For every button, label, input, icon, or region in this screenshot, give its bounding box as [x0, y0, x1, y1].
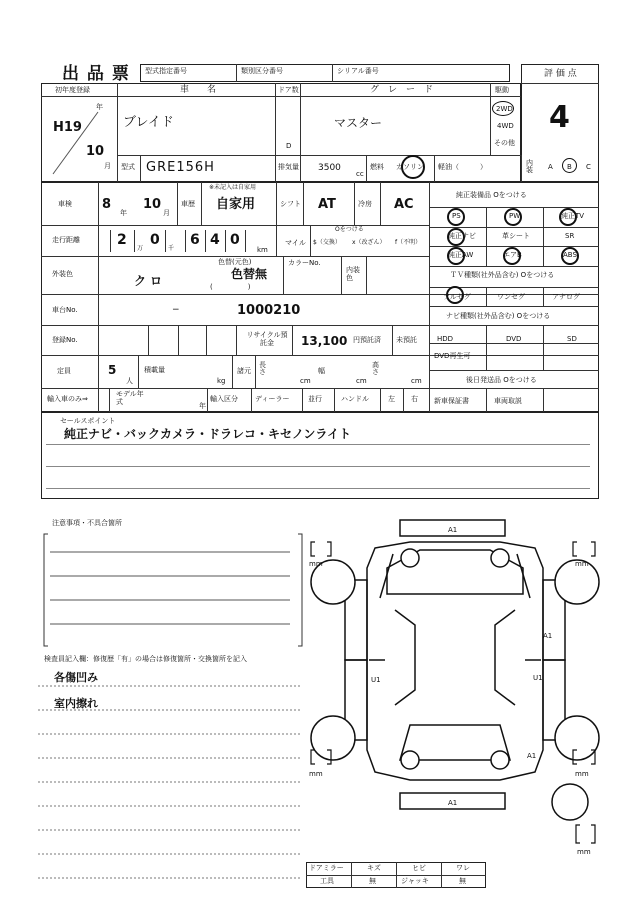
- equip-tv-circle: [559, 208, 577, 226]
- shift-label: シフト: [280, 200, 301, 208]
- tv-oneseg: ワンセグ: [497, 293, 525, 301]
- history-value: 自家用: [216, 197, 256, 212]
- capacity-value: 5: [108, 363, 117, 377]
- doors-value: D: [286, 142, 292, 150]
- inspection-year-unit: 年: [120, 209, 127, 217]
- chassis-dash: −: [172, 305, 180, 315]
- inspector-label: 検査員記入欄：修復歴「有」の場合は修復箇所・交換箇所を記入: [44, 655, 247, 663]
- car-diagram: [305, 510, 605, 855]
- capacity-unit: 人: [126, 377, 133, 385]
- grade-value: マスター: [334, 116, 383, 130]
- tv-title: ＴＶ種類(社外品含む) Oをつける: [450, 271, 555, 279]
- equip-sr: SR: [565, 232, 575, 240]
- color-change-label: 色替(元色): [218, 258, 252, 266]
- equipment-title: 純正装備品 Oをつける: [456, 191, 527, 199]
- ac-value: AC: [394, 197, 414, 212]
- score-value: 4: [549, 100, 570, 135]
- legend-h3: ヒビ: [412, 864, 426, 872]
- mileage-sen: 千: [168, 245, 175, 252]
- reg-label: 登録No.: [52, 336, 78, 344]
- import-parallel: 並行: [308, 395, 322, 403]
- legend-h1: ドアミラー: [309, 864, 344, 872]
- inspection-label: 車検: [58, 200, 72, 208]
- month-unit: 月: [104, 162, 111, 170]
- tv-fullseg-circle: [446, 286, 464, 304]
- diesel-label: 軽油（ ）: [438, 163, 487, 171]
- inspector-line-1: 各傷凹み: [54, 671, 98, 684]
- mileage-label: 走行距離: [52, 236, 80, 244]
- legend-v4: 無: [459, 877, 466, 885]
- fuel-value: ガソリン: [396, 163, 424, 171]
- equip-ps-circle: [447, 208, 465, 226]
- nav-title: ナビ種類(社外品含む) Oをつける: [446, 312, 551, 320]
- name-label: 車 名: [180, 85, 217, 95]
- nav-sd: SD: [567, 335, 577, 343]
- equip-navi: 純正ナビ: [448, 232, 476, 240]
- mark-right-u1: U1: [533, 674, 543, 682]
- mileage-unit: km: [257, 246, 268, 254]
- notes-label: 注意事項・不具合箇所: [52, 519, 122, 527]
- chassis-value: 1000210: [237, 303, 301, 318]
- import-model-year: モデル年式: [116, 390, 144, 406]
- mileage-opt-unknown: f（不明）: [395, 239, 422, 246]
- notes-brackets: [42, 530, 304, 650]
- model-label: 型式: [121, 163, 135, 171]
- year-era: H19: [53, 120, 82, 135]
- handle-label: ハンドル: [341, 395, 369, 403]
- recycle-value: 13,100: [301, 334, 348, 348]
- sales-text: 純正ナビ・バックカメラ・ドラレコ・キセノンライト: [64, 427, 352, 441]
- equip-aw: 純正AW: [448, 251, 474, 259]
- mm-label-rl: mm: [309, 770, 323, 778]
- mileage-digit-4: 4: [210, 232, 220, 248]
- inspection-month-unit: 月: [163, 209, 170, 217]
- interior-circle: [562, 158, 577, 173]
- mileage-circle-note: Oをつける: [335, 226, 364, 233]
- mileage-opt-tamper: x（改ざん）: [352, 239, 386, 246]
- interior-color-label: 内装色: [346, 266, 360, 283]
- drive-label: 駆動: [495, 86, 509, 94]
- car-name: ブレイド: [123, 115, 174, 130]
- dims-length-cm: cm: [300, 377, 311, 385]
- mileage-mile: マイル: [285, 239, 306, 247]
- equip-pw-circle: [504, 208, 522, 226]
- inspector-lines: [38, 680, 300, 890]
- mark-rear: A1: [448, 799, 458, 807]
- legend-h4: ワレ: [456, 864, 470, 872]
- equip-pw: PW: [509, 212, 521, 220]
- dims-width: 幅: [318, 367, 325, 375]
- serial-label: シリアル番号: [337, 67, 379, 75]
- mm-label-fl: mm: [309, 560, 323, 568]
- dims-length: 長さ: [259, 361, 266, 376]
- chassis-label: 車台No.: [52, 306, 78, 314]
- color-label: 外装色: [52, 270, 73, 278]
- interior-b: B: [567, 163, 572, 171]
- capacity-label: 定員: [57, 367, 71, 375]
- mileage-digit-5: 0: [230, 232, 240, 248]
- cert-row: [140, 64, 510, 82]
- year-unit: 年: [96, 103, 103, 111]
- import-label: 輸入車のみ⇒: [47, 395, 88, 403]
- drive-other: その他: [494, 139, 515, 147]
- mm-label-spare: mm: [577, 848, 591, 855]
- history-note: ※未記入は自家用: [209, 184, 257, 191]
- legend-v2: 無: [369, 877, 376, 885]
- model-value: GRE156H: [146, 160, 215, 175]
- dims-label: 諸元: [237, 367, 251, 375]
- legend-h2: キズ: [367, 864, 381, 872]
- mark-left-u1: U1: [371, 676, 381, 684]
- mark-right-front: A1: [543, 632, 553, 640]
- import-class-label: 輸入区分: [210, 395, 238, 403]
- drive-4wd: 4WD: [497, 122, 514, 130]
- nav-dvd: DVD: [506, 335, 522, 343]
- after-title: 後日発送品 Oをつける: [466, 376, 537, 384]
- disp-label: 排気量: [278, 163, 299, 171]
- equip-airbag-circle: [503, 247, 521, 265]
- mark-front: A1: [448, 526, 458, 534]
- drive-2wd: 2WD: [496, 105, 513, 113]
- equip-tv: 純正TV: [561, 212, 585, 220]
- mileage-digit-3: 6: [190, 232, 200, 248]
- fuel-label: 燃料: [370, 163, 384, 171]
- equip-abs: ABS: [563, 251, 577, 259]
- load-label: 積載量: [144, 366, 165, 374]
- shift-value: AT: [318, 197, 336, 212]
- import-dealer: ディーラー: [255, 395, 290, 403]
- inspection-year: 8: [102, 197, 112, 212]
- month-value: 10: [86, 144, 105, 159]
- legend-v1: 工具: [320, 877, 334, 885]
- mark-right-rear: A1: [527, 752, 537, 760]
- tv-analog: アナログ: [552, 293, 580, 301]
- fuel-circle: [401, 155, 425, 179]
- disp-unit: cc: [356, 170, 364, 178]
- score-label: 評 価 点: [544, 69, 577, 79]
- class-label: 類別区分番号: [241, 67, 283, 75]
- after-warranty: 新車保証書: [434, 397, 469, 405]
- nav-dvd-play: DVD再生可: [434, 352, 471, 360]
- year-slash: [48, 100, 110, 180]
- equip-aw-circle: [447, 247, 465, 265]
- dims-width-cm: cm: [356, 377, 367, 385]
- disp-value: 3500: [318, 163, 341, 173]
- form-title: 出 品 票: [62, 64, 130, 84]
- mileage-man: 万: [137, 245, 144, 252]
- recycle-undeposited: 未預託: [396, 336, 417, 344]
- grade-label: グ レ ー ド: [370, 85, 434, 95]
- equip-leather: 革シート: [502, 232, 530, 240]
- doors-label: ドア数: [278, 86, 299, 94]
- after-manual: 車両取説: [494, 397, 522, 405]
- inspector-line-2: 室内擦れ: [54, 697, 98, 710]
- mileage-opt-exchange: $（交換）: [313, 239, 341, 246]
- handle-left: 左: [388, 395, 395, 403]
- color-value: クロ: [134, 274, 167, 288]
- color-change-value: 色替無: [231, 267, 268, 281]
- ac-label: 冷房: [358, 200, 372, 208]
- equip-airbag: エアB: [503, 251, 522, 259]
- recycle-label: リサイクル預託金: [246, 331, 288, 348]
- equip-ps: PS: [452, 212, 461, 220]
- interior-a: A: [548, 163, 553, 171]
- interior-label: 内装: [526, 159, 533, 174]
- sales-box: [41, 412, 599, 499]
- dims-height-cm: cm: [411, 377, 422, 385]
- equip-navi-circle: [447, 228, 465, 246]
- recycle-deposited: 円預託済: [353, 336, 381, 344]
- tv-fullseg: フルセグ: [443, 293, 471, 301]
- drive-circle: [492, 101, 514, 116]
- year-label: 初年度登録: [55, 86, 90, 94]
- mileage-digit-1: 2: [117, 232, 127, 248]
- load-unit: kg: [217, 377, 226, 385]
- color-paren: ( ): [210, 283, 251, 291]
- interior-c: C: [586, 163, 591, 171]
- equip-abs-circle: [561, 247, 579, 265]
- sales-label: セールスポイント: [60, 417, 116, 425]
- legend-v3: ジャッキ: [401, 877, 429, 885]
- mm-label-fr: mm: [575, 560, 589, 568]
- mm-label-rr: mm: [575, 770, 589, 778]
- history-label: 車歴: [181, 200, 195, 208]
- import-year-unit: 年: [199, 402, 206, 410]
- mileage-digit-2: 0: [150, 232, 160, 248]
- dims-height: 高さ: [372, 361, 379, 376]
- type-cert-label: 型式指定番号: [145, 67, 187, 75]
- inspection-month: 10: [143, 197, 162, 212]
- colorno-label: カラーNo.: [288, 259, 321, 267]
- nav-hdd: HDD: [437, 335, 454, 343]
- handle-right: 右: [411, 395, 418, 403]
